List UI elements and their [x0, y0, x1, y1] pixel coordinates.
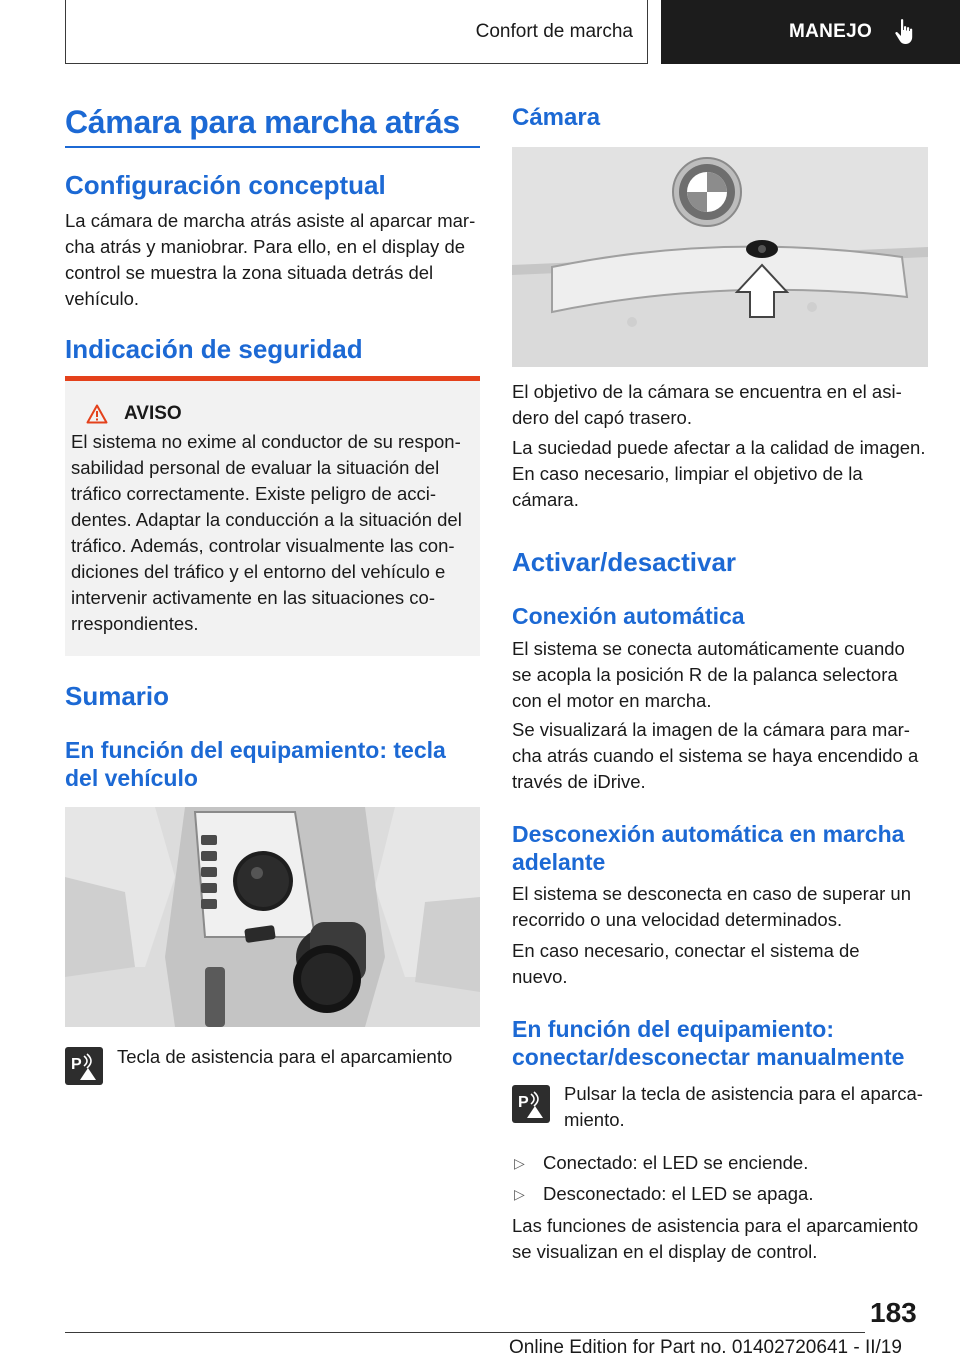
- auto-on-text-2: Se visualizará la imagen de la cámara para marcha atrás cuando el sistema se haya encendido a través de iDrive.: [512, 719, 919, 792]
- camera-heading: Cámara: [512, 104, 601, 131]
- bullet-triangle-icon: ▷: [514, 1186, 525, 1202]
- auto-off-heading: Desconexión automática en marcha adelante: [512, 821, 905, 875]
- warning-text: El sistema no exime al conductor de su responsabilidad personal de evaluar la situación del tráfico correctamente. Existe peligro de accidentes. Adaptar la conducción a la situación del tráfico. Además, controlar visualmente las condiciones del tráfico y el entorno del vehículo e intervenir activamente en las situaciones correspondientes.: [71, 431, 462, 634]
- center-console-figure: [65, 807, 480, 1027]
- warning-title: [86, 403, 474, 425]
- park-assist-icon: [65, 1047, 103, 1085]
- concept-text: La cámara de marcha atrás asiste al aparcar marcha atrás y maniobrar. Para ello, en el display de control se muestra la zona situada detrás del vehículo.: [65, 210, 476, 309]
- closing-text: Las funciones de asistencia para el aparcamiento se visualizan en el display de control.: [512, 1215, 919, 1262]
- warning-box: [65, 381, 480, 656]
- center-console-illustration: [65, 807, 480, 1027]
- list-item-text: Conectado: el LED se enciende.: [543, 1152, 809, 1173]
- list-item: [512, 1181, 813, 1207]
- park-assist-caption-row: [65, 1047, 452, 1085]
- warning-label: AVISO: [124, 403, 182, 424]
- rear-camera-figure: [512, 147, 928, 367]
- footer-edition: Online Edition for Part no. 01402720641 - II/19: [509, 1337, 902, 1358]
- svg-text:P: P: [518, 1094, 529, 1111]
- bullet-triangle-icon: ▷: [514, 1155, 525, 1171]
- toggle-heading: Activar/desactivar: [512, 547, 737, 577]
- manual-heading: En función del equipamiento: conectar/desconectar manualmente: [512, 1016, 905, 1070]
- auto-off-text-1: El sistema se desconecta en caso de superar un recorrido o una velocidad determinados.: [512, 883, 912, 930]
- list-item-text: Desconectado: el LED se apaga.: [543, 1183, 814, 1204]
- park-assist-icon: [512, 1085, 550, 1123]
- footer-divider: [65, 1332, 865, 1333]
- concept-heading: Configuración conceptual: [65, 170, 386, 200]
- auto-on-heading: Conexión automática: [512, 603, 745, 629]
- auto-on-text-1: El sistema se conecta automáticamente cuando se acopla la posición R de la palanca selectora con el motor en marcha.: [512, 638, 905, 711]
- manual-text: Pulsar la tecla de asistencia para el aparcamiento.: [564, 1083, 923, 1130]
- summary-heading: Sumario: [65, 681, 170, 711]
- equipment-heading: En función del equipamiento: tecla del vehículo: [65, 737, 446, 791]
- header-chapter-label: MANEJO: [789, 21, 873, 42]
- list-item: [512, 1150, 813, 1176]
- header-section-label: Confort de marcha: [475, 20, 633, 42]
- svg-text:P: P: [71, 1056, 82, 1073]
- camera-text-2: La suciedad puede afectar a la calidad de imagen. En caso necesario, limpiar el objetivo de la cámara.: [512, 437, 926, 510]
- page-title: Cámara para marcha atrás: [65, 104, 460, 140]
- rear-camera-illustration: [512, 147, 928, 367]
- camera-text-1: El objetivo de la cámara se encuentra en el asidero del capó trasero.: [512, 381, 902, 428]
- manual-instruction-row: [512, 1085, 928, 1133]
- hand-pointer-icon: [894, 18, 918, 46]
- warning-triangle-icon: [86, 404, 108, 424]
- page-number: 183: [870, 1297, 917, 1328]
- title-divider: [65, 146, 480, 148]
- header-chapter-tab: [661, 0, 960, 64]
- header-section-tab: [65, 0, 648, 64]
- park-assist-caption: Tecla de asistencia para el aparcamiento: [117, 1046, 453, 1067]
- auto-off-text-2: En caso necesario, conectar el sistema de nuevo.: [512, 940, 860, 987]
- safety-heading: Indicación de seguridad: [65, 334, 363, 364]
- led-status-list: [512, 1150, 813, 1212]
